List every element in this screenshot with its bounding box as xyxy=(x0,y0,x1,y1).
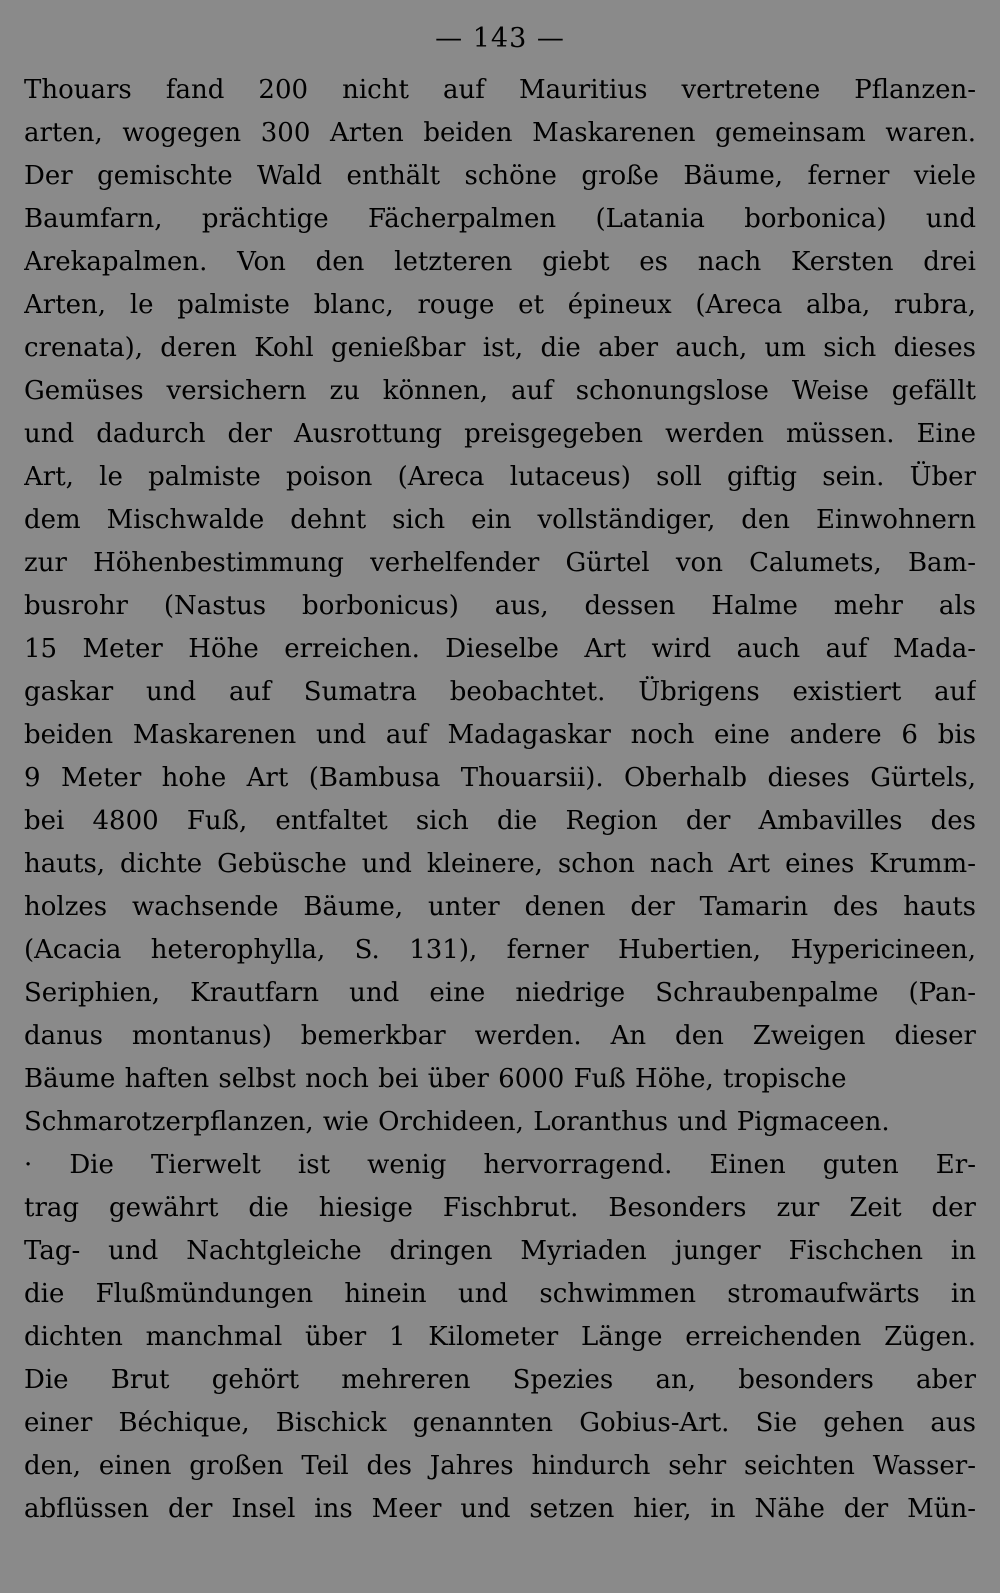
text-line: dichten manchmal über 1 Kilometer Länge erreichenden Zügen. xyxy=(24,1322,976,1352)
text-line: Arten, le palmiste blanc, rouge et épineux (Areca alba, rubra, xyxy=(24,290,976,320)
text-line: holzes wachsende Bäume, unter denen der Tamarin des hauts xyxy=(24,892,976,922)
text-line: Baumfarn, prächtige Fächerpalmen (Latania borbonica) und xyxy=(24,204,976,234)
text-line: 15 Meter Höhe erreichen. Dieselbe Art wird auch auf Mada- xyxy=(24,634,976,664)
text-line: Der gemischte Wald enthält schöne große Bäume, ferner viele xyxy=(24,161,976,191)
text-line: arten, wogegen 300 Arten beiden Maskarenen gemeinsam waren. xyxy=(24,118,976,148)
text-line: crenata), deren Kohl genießbar ist, die aber auch, um sich dieses xyxy=(24,333,976,363)
text-line: Gemüses versichern zu können, auf schonungslose Weise gefällt xyxy=(24,376,976,406)
text-line: gaskar und auf Sumatra beobachtet. Übrigens existiert auf xyxy=(24,677,976,707)
text-line: Thouars fand 200 nicht auf Mauritius vertretene Pflanzen- xyxy=(24,75,976,105)
text-line: abflüssen der Insel ins Meer und setzen hier, in Nähe der Mün- xyxy=(24,1494,976,1524)
text-line: dem Mischwalde dehnt sich ein vollständiger, den Einwohnern xyxy=(24,505,976,535)
text-line: beiden Maskarenen und auf Madagaskar noch eine andere 6 bis xyxy=(24,720,976,750)
text-line: Bäume haften selbst noch bei über 6000 Fuß Höhe, tropische xyxy=(24,1064,847,1094)
text-line: zur Höhenbestimmung verhelfender Gürtel von Calumets, Bam- xyxy=(24,548,976,578)
text-line: 9 Meter hohe Art (Bambusa Thouarsii). Oberhalb dieses Gürtels, xyxy=(24,763,976,793)
text-line: Schmarotzerpflanzen, wie Orchideen, Loranthus und Pigmaceen. xyxy=(24,1107,890,1137)
text-line: und dadurch der Ausrottung preisgegeben werden müssen. Eine xyxy=(24,419,976,449)
text-line: trag gewährt die hiesige Fischbrut. Besonders zur Zeit der xyxy=(24,1193,976,1223)
text-line: (Acacia heterophylla, S. 131), ferner Hubertien, Hypericineen, xyxy=(24,935,976,965)
text-line: hauts, dichte Gebüsche und kleinere, schon nach Art eines Krumm- xyxy=(24,849,976,879)
text-line: · Die Tierwelt ist wenig hervorragend. Einen guten Er- xyxy=(24,1150,976,1180)
text-line: Seriphien, Krautfarn und eine niedrige Schraubenpalme (Pan- xyxy=(24,978,976,1008)
text-line: busrohr (Nastus borbonicus) aus, dessen Halme mehr als xyxy=(24,591,976,621)
text-line: Tag- und Nachtgleiche dringen Myriaden junger Fischchen in xyxy=(24,1236,976,1266)
text-line: den, einen großen Teil des Jahres hindurch sehr seichten Wasser- xyxy=(24,1451,976,1481)
text-line: einer Béchique, Bischick genannten Gobius-Art. Sie gehen aus xyxy=(24,1408,976,1438)
text-line: danus montanus) bemerkbar werden. An den Zweigen dieser xyxy=(24,1021,976,1051)
text-line: Arekapalmen. Von den letzteren giebt es nach Kersten drei xyxy=(24,247,976,277)
text-line: bei 4800 Fuß, entfaltet sich die Region der Ambavilles des xyxy=(24,806,976,836)
body-text xyxy=(24,69,976,1531)
text-line: die Flußmündungen hinein und schwimmen stromaufwärts in xyxy=(24,1279,976,1309)
text-line: Art, le palmiste poison (Areca lutaceus) soll giftig sein. Über xyxy=(24,462,976,492)
page-number: — 143 — xyxy=(435,23,565,54)
text-line: Die Brut gehört mehreren Spezies an, besonders aber xyxy=(24,1365,976,1395)
